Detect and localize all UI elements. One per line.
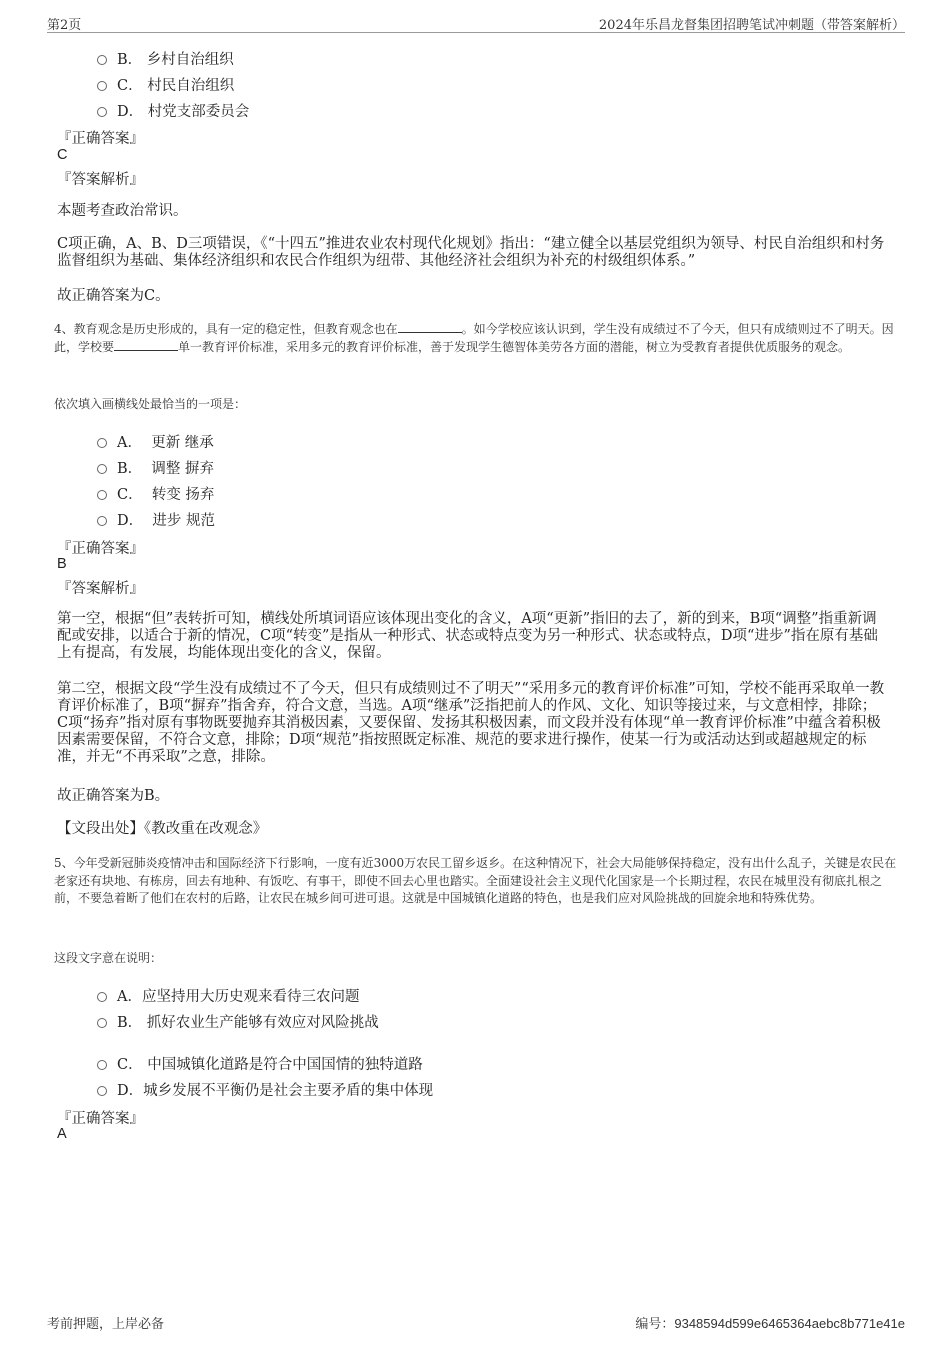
document-title: 2024年乐昌龙督集团招聘笔试冲刺题（带答案解析） [598,18,905,33]
q5-option-d[interactable]: D．城乡发展不平衡仍是社会主要矛盾的集中体现 [97,1079,433,1100]
q4-prompt: 依次填入画横线处最恰当的一项是： [54,397,247,411]
q5-answer: A [57,1126,67,1142]
page-number: 第2页 [47,18,82,33]
page-header [47,12,905,33]
q5-option-a[interactable]: A．应坚持用大历史观来看待三农问题 [97,985,359,1006]
q4-stem: 4、教育观念是历史形成的，具有一定的稳定性，但教育观念也在 。如今学校应该认识到，学生没有成绩过不了今天，但只有成绩则过不了明天。因此，学校要 单一教育评价标准，采用多元的教育评价标准，善于发现学生德智体美劳各方面的潜能，树立为受教育者提供优质服务的观念。 [54,322,894,354]
q3-analysis-3: 故正确答案为C。 [57,288,170,304]
blank-2 [114,340,178,351]
q5-answer-label: 『正确答案』 [57,1111,144,1127]
radio-icon[interactable] [97,516,107,526]
radio-icon[interactable] [97,1018,107,1028]
radio-icon[interactable] [97,490,107,500]
q3-option-b[interactable]: B． 乡村自治组织 [97,48,234,69]
q4-analysis-label: 『答案解析』 [57,581,144,597]
q3-analysis-2: C项正确，A、B、D三项错误，《“十四五”推进农业农村现代化规划》指出：“建立健全以基层党组织为领导、村民自治组织和村务监督组织为基础、集体经济组织和农民合作组织为纽带、其他经济社会组织为补充的村级组织体系。” [57,236,885,269]
q5-option-b[interactable]: B． 抓好农业生产能够有效应对风险挑战 [97,1011,379,1032]
q4-analysis-2: 第二空，根据文段“学生没有成绩过不了今天，但只有成绩则过不了明天”“采用多元的教育评价标准”可知，学校不能再采取单一教育评价标准了，B项“摒弃”指舍弃，符合文意，当选。A项“继承”泛指把前人的作风、文化、知识等接过来，与文意相悖，排除；C项“扬弃”指对原有事物既要抛弃其消极因素，又要保留、发扬其积极因素，而文段并没有体现“单一教育评价标准”中蕴含着积极因素需要保留，不符合文意，排除；D项“规范”指按照既定标准、规范的要求进行操作，使某一行为或活动达到或超越规定的标准，并无“不再采取”之意，排除。 [57,681,885,765]
radio-icon[interactable] [97,55,107,65]
q4-analysis-1: 第一空，根据“但”表转折可知，横线处所填词语应该体现出变化的含义，A项“更新”指旧的去了，新的到来，B项“调整”指重新调配或安排，以适合于新的情况，C项“转变”是指从一种形式、状态或特点变为另一种形式、状态或特点，D项“进步”指在原有基础上有提高，有发展，均能体现出变化的含义，保留。 [57,611,878,661]
q4-option-a[interactable]: A． 更新 继承 [97,431,214,452]
q5-prompt: 这段文字意在说明： [54,951,163,965]
q3-analysis-1: 本题考查政治常识。 [57,203,188,219]
radio-icon[interactable] [97,438,107,448]
radio-icon[interactable] [97,107,107,117]
q3-analysis-label: 『答案解析』 [57,172,144,188]
q3-answer-label: 『正确答案』 [57,131,144,147]
q3-answer: C [57,147,68,163]
q4-option-c[interactable]: C． 转变 扬弃 [97,483,214,504]
q4-option-d[interactable]: D． 进步 规范 [97,509,215,530]
q3-option-c[interactable]: C． 村民自治组织 [97,74,234,95]
radio-icon[interactable] [97,1060,107,1070]
q4-answer-label: 『正确答案』 [57,541,144,557]
q4-option-b[interactable]: B． 调整 摒弃 [97,457,214,478]
q5-stem: 5、今年受新冠肺炎疫情冲击和国际经济下行影响，一度有近3000万农民工留乡返乡。在这种情况下，社会大局能够保持稳定，没有出什么乱子，关键是农民在老家还有块地、有栋房，回去有地种、有饭吃、有事干，即使不回去心里也踏实。全面建设社会主义现代化国家是一个长期过程，农民在城里没有彻底扎根之前，不要急着断了他们在农村的后路，让农民在城乡间可进可退。这就是中国城镇化道路的特色，也是我们应对风险挑战的回旋余地和特殊优势。 [54,856,897,905]
document-id: 编号：9348594d599e6465364aebc8b771e41e [635,1316,905,1331]
radio-icon[interactable] [97,992,107,1002]
q4-source: 【文段出处】《教改重在改观念》 [57,821,268,837]
q5-option-c[interactable]: C． 中国城镇化道路是符合中国国情的独特道路 [97,1053,423,1074]
blank-1 [398,322,462,333]
radio-icon[interactable] [97,1086,107,1096]
radio-icon[interactable] [97,464,107,474]
q4-analysis-3: 故正确答案为B。 [57,788,170,804]
q3-option-d[interactable]: D． 村党支部委员会 [97,100,249,121]
footer-slogan: 考前押题，上岸必备 [47,1317,165,1332]
radio-icon[interactable] [97,81,107,91]
q4-answer: B [57,556,67,572]
